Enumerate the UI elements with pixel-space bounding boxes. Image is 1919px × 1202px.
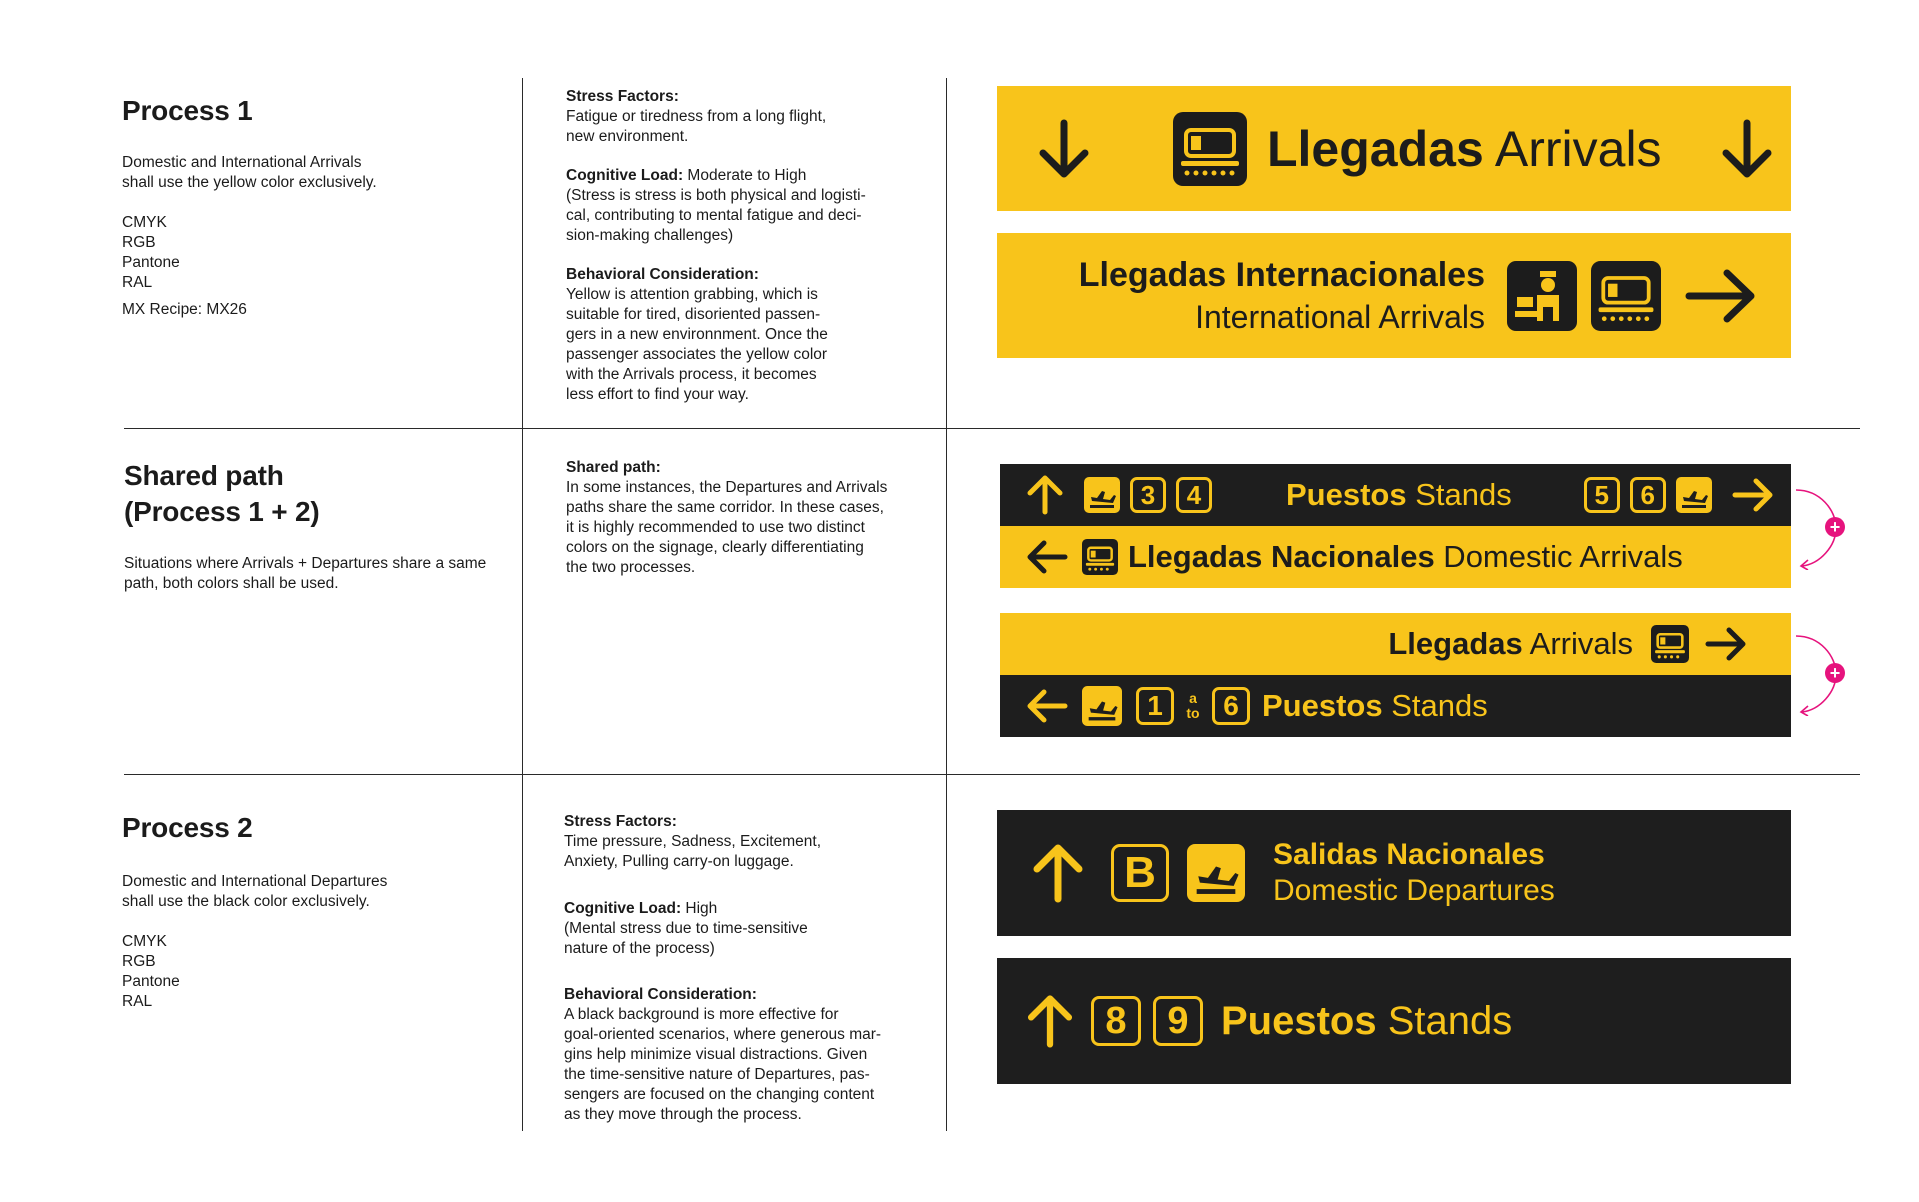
range-separator: a to <box>1186 690 1200 721</box>
arrow-right-icon <box>1732 478 1774 512</box>
shared-title: Shared path (Process 1 + 2) <box>124 460 320 527</box>
arrow-down-icon <box>1720 119 1774 179</box>
row-divider-2 <box>124 774 1860 775</box>
baggage-claim-icon <box>1082 539 1118 575</box>
arrow-right-icon <box>1705 627 1747 661</box>
sign-puestos-stands-large <box>997 958 1791 1084</box>
sign-text: Puestos Stands <box>1221 998 1513 1043</box>
arrow-left-icon <box>1026 540 1068 574</box>
sign-puestos-stands-combo <box>1000 464 1791 526</box>
arrow-down-icon <box>1037 119 1091 179</box>
process2-description: Domestic and International Departures shall use the black color exclusively. <box>122 873 388 910</box>
process2-title: Process 2 <box>122 812 253 843</box>
departure-plane-icon <box>1676 477 1712 513</box>
process1-description: Domestic and International Arrivals shall use the yellow color exclusively. <box>122 154 377 191</box>
process2-notes: Stress Factors: Time pressure, Sadness, Excitement, Anxiety, Pulling carry-on luggage. Cognitive Load: High (Mental stress due to time-sensitive nature of the process) Behavioral Consideration: A black background is more effective for goal-oriented scenarios, where generous mar- gins help minimize visual distractions. Given the time-sensitive nature of Departures, pas- sengers are focused on the changing content as they move through the process. <box>564 813 882 1123</box>
process2-color-specs: CMYK RGB Pantone RAL <box>122 933 180 1010</box>
sign-puestos-stands-range <box>1000 675 1791 737</box>
sign-text: Salidas Nacionales Domestic Departures <box>1273 838 1555 907</box>
add-connector-icon[interactable]: + <box>1825 663 1845 683</box>
baggage-claim-icon <box>1173 112 1247 186</box>
arrow-left-icon <box>1026 689 1068 723</box>
sign-text: Llegadas Internacionales International Arrivals <box>1078 255 1485 335</box>
add-connector-icon[interactable]: + <box>1825 517 1845 537</box>
gate-letter-box: B <box>1111 844 1169 902</box>
stand-number-box: 9 <box>1153 996 1203 1046</box>
sign-text: Llegadas Arrivals <box>1267 120 1662 177</box>
stand-number-box: 8 <box>1091 996 1141 1046</box>
sign-text: Puestos Stands <box>1262 688 1488 723</box>
sign-text: Puestos Stands <box>1286 477 1512 512</box>
column-divider-2 <box>946 78 947 1131</box>
sign-salidas-nacionales <box>997 810 1791 936</box>
customs-officer-icon <box>1507 261 1577 331</box>
arrow-right-icon <box>1685 268 1757 324</box>
stand-number-box: 5 <box>1584 477 1620 513</box>
departure-plane-icon <box>1082 686 1122 726</box>
row-divider-1 <box>124 428 1860 429</box>
process1-notes: Stress Factors: Fatigue or tiredness from a long flight, new environment. Cognitive Load: Moderate to High (Stress is stress is both physical and logisti- cal, contributing to mental fatigue and deci- sion-making challenges) Behavioral Consideration: Yellow is attention grabbing, which is suitable for tired, disoriented passen- gers in a new environnment. Once the passenger associates the yellow color with the Arrivals process, it becomes less effort to find your way. <box>566 88 866 403</box>
stand-number-box: 6 <box>1212 687 1250 725</box>
column-divider-1 <box>522 78 523 1131</box>
sign-text: Llegadas Nacionales Domestic Arrivals <box>1128 539 1683 574</box>
sign-llegadas-nacionales <box>1000 526 1791 588</box>
baggage-claim-icon <box>1591 261 1661 331</box>
sign-llegadas-arrivals <box>997 86 1791 211</box>
sign-text: Llegadas Arrivals <box>1388 626 1633 661</box>
baggage-claim-icon <box>1651 625 1689 663</box>
process1-color-specs: CMYK RGB Pantone RAL <box>122 214 180 291</box>
arrow-up-icon <box>1025 994 1075 1048</box>
shared-description: Situations where Arrivals + Departures share a same path, both colors shall be used. <box>124 555 487 592</box>
stand-number-box: 1 <box>1136 687 1174 725</box>
shared-notes: Shared path: In some instances, the Departures and Arrivals paths share the same corridor. In these cases, it is highly recommended to use two distinct colors on the signage, clearly differentiating the two processes. <box>566 459 888 576</box>
process1-recipe: MX Recipe: MX26 <box>122 301 247 318</box>
stand-number-box: 6 <box>1630 477 1666 513</box>
stand-number-box: 3 <box>1130 477 1166 513</box>
process1-title: Process 1 <box>122 95 253 126</box>
arrow-up-icon <box>1026 475 1064 515</box>
departure-plane-icon <box>1084 477 1120 513</box>
sign-llegadas-internacionales <box>997 233 1791 358</box>
departure-plane-icon <box>1187 844 1245 902</box>
sign-llegadas-arrivals-small <box>1000 613 1791 675</box>
stand-number-box: 4 <box>1176 477 1212 513</box>
arrow-up-icon <box>1031 843 1085 903</box>
